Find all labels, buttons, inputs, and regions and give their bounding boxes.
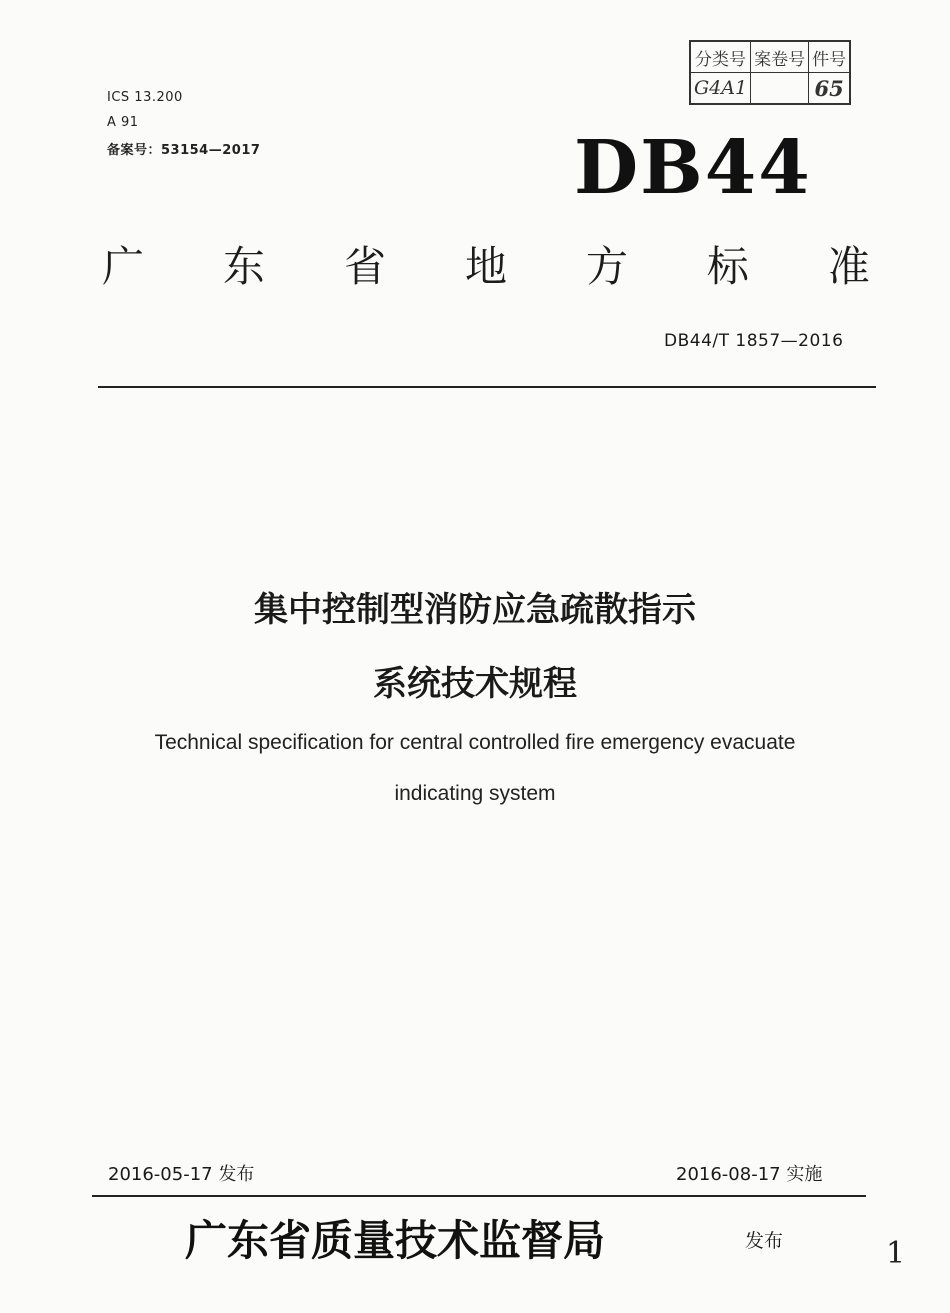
stamp-value-item: 65	[809, 73, 851, 105]
standard-type-char: 地	[464, 242, 507, 291]
page-number: 1	[886, 1236, 906, 1271]
cn-title-line1: 集中控制型消防应急疏散指示	[254, 590, 696, 630]
cn-title-line2: 系统技术规程	[373, 664, 577, 704]
db44-logo: DB44	[574, 125, 812, 211]
publisher-name: 广东省质量技术监督局	[185, 1216, 606, 1265]
stamp-header-file: 案卷号	[751, 41, 809, 73]
standard-code: DB44/T 1857—2016	[664, 331, 844, 351]
archive-stamp	[689, 40, 851, 105]
standard-type-char: 方	[585, 242, 628, 291]
stamp-header-category: 分类号	[690, 41, 751, 73]
filing-number: 备案号：53154—2017	[107, 143, 261, 158]
standard-type-char: 广	[102, 242, 145, 291]
standard-type-heading	[102, 234, 870, 294]
en-title-line1: Technical specification for central controlled fire emergency evacuate	[154, 731, 796, 754]
standard-type-char: 准	[827, 242, 870, 291]
standard-type-char: 省	[343, 242, 386, 291]
issue-date: 2016-05-17 发布	[108, 1164, 255, 1185]
ics-code: ICS 13.200	[107, 90, 183, 105]
standard-type-char: 标	[706, 242, 749, 291]
implement-date: 2016-08-17 实施	[676, 1164, 823, 1185]
footer-divider	[92, 1195, 866, 1197]
stamp-header-item: 件号	[809, 41, 851, 73]
header-divider	[98, 386, 876, 388]
stamp-value-category: G4A1	[690, 73, 751, 105]
publish-label: 发布	[745, 1230, 784, 1252]
en-title-line2: indicating system	[394, 782, 556, 805]
stamp-value-file	[751, 73, 809, 105]
standard-type-char: 东	[222, 242, 265, 291]
ccs-code: A 91	[107, 115, 139, 130]
